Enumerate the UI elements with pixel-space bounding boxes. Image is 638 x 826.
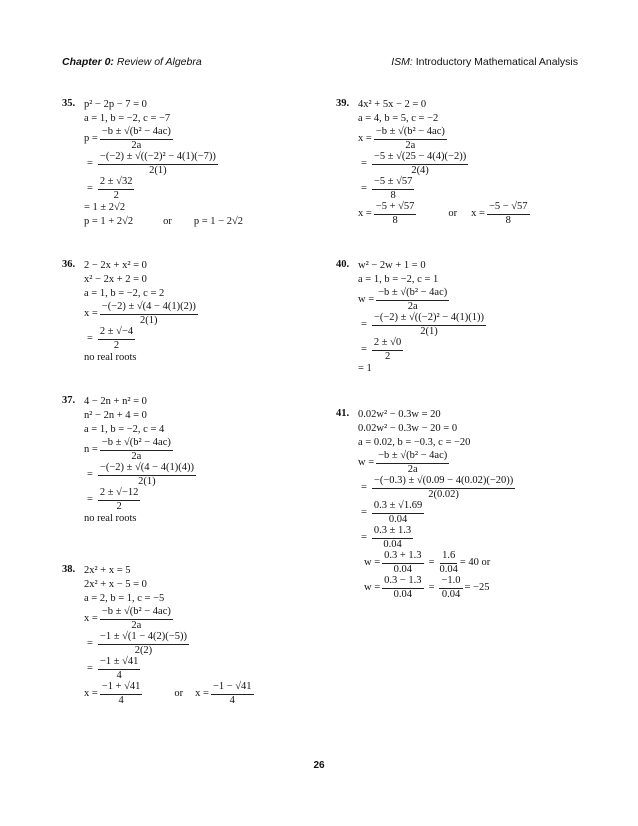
answer-1-numerator: 0.3 + 1.3	[382, 551, 423, 564]
simplify-fraction	[98, 657, 140, 681]
equation-standard: 0.02w² − 0.3w − 20 = 0	[358, 423, 458, 435]
formula-var: x =	[84, 307, 98, 319]
coefficients: a = 2, b = 1, c = −5	[84, 593, 165, 605]
problem-38	[62, 565, 327, 755]
simplify-numerator: −1 ± √41	[98, 657, 140, 670]
problem-number: 40.	[336, 259, 350, 270]
coefficients: a = 1, b = −2, c = 1	[358, 274, 439, 286]
or-word: or	[448, 207, 458, 219]
simplify-denominator-2: 0.04	[383, 538, 402, 550]
answer-1-denominator-2: 0.04	[439, 563, 458, 575]
simplify-denominator: 8	[390, 189, 396, 201]
answer-1-fraction	[374, 202, 417, 226]
substitution-denominator: 2(2)	[134, 644, 153, 656]
formula-numerator: −b ± √(b² − 4ac)	[100, 127, 173, 140]
answer-2-line: w = $\frac{0.3 - 1.3}{0.04}$ = $\frac{-1.0}{0.04}$ = −25	[364, 575, 490, 600]
simplify-denominator: 2	[113, 339, 120, 351]
answer-line	[84, 216, 327, 229]
formula-denominator: 2a	[131, 450, 142, 462]
simplify-fraction	[98, 327, 135, 351]
formula-numerator: −b ± √(b² − 4ac)	[376, 288, 449, 301]
answer-1-denominator: 4	[118, 694, 124, 706]
book-title: Introductory Mathematical Analysis	[412, 56, 578, 68]
formula-line	[358, 127, 601, 151]
formula-denominator: 2a	[131, 139, 142, 151]
substitution-denominator: 2(1)	[140, 314, 158, 326]
problem-35	[62, 99, 327, 259]
formula-var: n =	[84, 443, 98, 455]
substitution-numerator: −(−2) ± √(4 − 4(1)(2))	[100, 302, 198, 315]
answer-line	[358, 202, 601, 226]
simplify-numerator-2: 0.3 ± 1.3	[372, 526, 413, 539]
problem-number: 39.	[336, 98, 350, 109]
coefficients: a = 4, b = 5, c = −2	[358, 113, 439, 125]
simplify-line: = $\frac{2 \pm √-4}{2}$	[87, 326, 134, 351]
formula-fraction	[100, 127, 173, 151]
answer-2: p = 1 − 2√2	[193, 216, 243, 228]
simplify-line: = $\frac{2 \pm √0}{2}$	[361, 337, 402, 362]
answer-2-var: w =	[364, 581, 381, 593]
formula-fraction	[100, 607, 173, 631]
result-note: no real roots	[84, 513, 137, 525]
substitution-line: = $\frac{-1 \pm √(1 - 4(2)(-5))}{2(2)}$	[87, 631, 187, 656]
equation-standard: 2x² + x − 5 = 0	[84, 579, 147, 591]
answer-2-numerator: 0.3 − 1.3	[382, 576, 423, 589]
simplify-line: = $\frac{0.3 \pm √1.69}{0.04}$	[361, 500, 423, 525]
simplify-numerator: −5 ± √57	[372, 177, 414, 190]
answer-2-result: = −25	[464, 581, 490, 593]
problem-41	[336, 409, 601, 649]
formula-denominator: 2a	[407, 463, 418, 475]
substitution-line	[84, 302, 327, 326]
simplify-numerator: 2 ± √0	[372, 338, 403, 351]
formula-line	[358, 451, 601, 475]
simplify-line: = $\frac{-1 \pm √41}{4}$	[87, 656, 139, 681]
formula-denominator: 2a	[131, 619, 142, 631]
substitution-numerator: −1 ± √(1 − 4(2)(−5))	[98, 632, 189, 645]
formula-var: x =	[358, 132, 372, 144]
simplified-result: = 1	[358, 363, 372, 375]
equation: 4 − 2n + n² = 0	[84, 396, 147, 408]
problem-number: 35.	[62, 98, 76, 109]
answer-2-numerator: −5 − √57	[487, 202, 530, 215]
formula-fraction	[374, 127, 447, 151]
answer-1-fraction-2	[439, 551, 457, 575]
substitution-numerator: −5 ± √(25 − 4(4)(−2))	[372, 152, 468, 165]
simplify-fraction	[372, 177, 414, 201]
left-column	[62, 98, 327, 755]
answer-1-numerator: −1 + √41	[100, 682, 143, 695]
simplify-fraction-2	[372, 526, 413, 550]
formula-numerator: −b ± √(b² − 4ac)	[100, 438, 173, 451]
substitution-line: = $\frac{-5 \pm √(25 - 4(4)(-2))}{2(4)}$	[361, 151, 467, 176]
formula-numerator: −b ± √(b² − 4ac)	[100, 607, 173, 620]
simplify-numerator: 2 ± √−12	[98, 488, 140, 501]
or-word: or	[163, 216, 172, 228]
answer-2-numerator: −1 − √41	[211, 682, 254, 695]
substitution-line: = $\frac{-(-0.3) \pm √(0.09 - 4(0.02)(-20))}{2(0.02)}$	[361, 475, 514, 500]
substitution-denominator: 2(1)	[138, 475, 156, 487]
answer-1-denominator: 8	[392, 214, 398, 226]
simplified-result: = 1 ± 2√2	[84, 202, 126, 214]
problem-number: 36.	[62, 259, 76, 270]
substitution-numerator: −(−2) ± √(4 − 4(1)(4))	[98, 463, 196, 476]
substitution-numerator: −(−2) ± √((−2)² − 4(1)(−7))	[98, 152, 218, 165]
answer-1-line: w = $\frac{0.3 + 1.3}{0.04}$ = $\frac{1.6}{0.04}$ = 40 or	[364, 550, 491, 575]
answer-2-numerator-2: −1.0	[439, 576, 462, 589]
substitution-fraction	[98, 632, 189, 656]
page-number: 26	[313, 760, 325, 771]
formula-line	[84, 438, 327, 462]
problem-number: 37.	[62, 395, 76, 406]
problem-37	[62, 396, 327, 564]
result-note: no real roots	[84, 352, 137, 364]
simplify-denominator: 0.04	[388, 513, 408, 525]
coefficients: a = 1, b = −2, c = −7	[84, 113, 171, 125]
simplify-line: = $\frac{2 \pm √-12}{2}$	[87, 487, 139, 512]
answer-2-fraction	[382, 576, 423, 600]
answer-1-numerator: −5 + √57	[374, 202, 417, 215]
substitution-line: = $\frac{-(-2) \pm √(4 - 4(1)(4))}{2(1)}$	[87, 462, 194, 487]
problem-36	[62, 260, 327, 395]
substitution-line: = $\frac{\text{−(−2) ± √((−2)² − 4(1)(1))}}{2(1)}$	[361, 312, 484, 337]
formula-fraction	[100, 438, 173, 462]
equation: 4x² + 5x − 2 = 0	[358, 99, 427, 111]
substitution-fraction	[98, 152, 218, 176]
answer-2-fraction	[487, 202, 530, 226]
or-word: or	[174, 687, 184, 699]
simplify-denominator: 2	[384, 350, 391, 362]
simplify-fraction	[98, 488, 140, 512]
equation: 2x² + x = 5	[84, 565, 131, 577]
coefficients: a = 0.02, b = −0.3, c = −20	[358, 437, 471, 449]
answer-2-var: x =	[471, 207, 485, 219]
simplify-denominator: 2	[116, 500, 122, 512]
substitution-fraction	[372, 313, 486, 337]
answer-1-denominator: 0.04	[393, 563, 413, 575]
coefficients: a = 1, b = −2, c = 2	[84, 288, 165, 300]
chapter-title: Review of Algebra	[113, 56, 202, 68]
answer-2-denominator: 4	[229, 694, 235, 706]
simplify-line: = $\frac{2 \pm √32}{2}$	[87, 176, 133, 201]
answer-2-denominator: 0.04	[393, 588, 413, 600]
chapter-prefix: Chapter 0:	[62, 56, 114, 68]
equation: 2 − 2x + x² = 0	[84, 260, 147, 272]
simplify-line-2: = $\frac{0.3 \pm 1.3}{0.04}$	[361, 525, 412, 550]
simplify-fraction	[372, 501, 424, 525]
formula-var: p =	[84, 132, 98, 144]
right-column	[336, 98, 601, 649]
answer-2-var: x =	[195, 687, 209, 699]
answer-2-fraction	[211, 682, 254, 706]
substitution-numerator: −(−2) ± √((−2)² − 4(1)(1))	[372, 313, 486, 326]
answer-1-fraction	[100, 682, 143, 706]
formula-line	[84, 607, 327, 631]
running-header-chapter	[62, 56, 202, 68]
simplify-numerator: 2 ± √32	[98, 177, 135, 190]
substitution-fraction	[98, 463, 196, 487]
formula-line	[358, 288, 601, 312]
simplify-denominator: 2	[113, 189, 119, 201]
equation: w² − 2w + 1 = 0	[358, 260, 426, 272]
answer-1-var: w =	[364, 556, 381, 568]
formula-fraction	[376, 288, 449, 312]
equation: p² − 2p − 7 = 0	[84, 99, 147, 111]
answer-2-denominator: 8	[505, 214, 511, 226]
answer-line	[84, 682, 327, 706]
simplify-numerator: 2 ± √−4	[98, 327, 135, 340]
formula-denominator: 2a	[405, 139, 416, 151]
equation-standard: n² − 2n + 4 = 0	[84, 410, 147, 422]
formula-denominator: 2a	[407, 300, 418, 312]
substitution-fraction	[372, 152, 468, 176]
answer-1-var: x =	[358, 207, 372, 219]
substitution-numerator: −(−0.3) ± √(0.09 − 4(0.02)(−20))	[372, 476, 515, 489]
substitution-denominator: 2(1)	[149, 164, 167, 176]
substitution-fraction	[100, 302, 198, 326]
substitution-line: = $\frac{\text{−(−2) ± √((−2)² − 4(1)(−7))}}{2(1)}$	[87, 151, 216, 176]
formula-numerator: −b ± √(b² − 4ac)	[374, 127, 447, 140]
simplify-line: = $\frac{-5 \pm √57}{8}$	[361, 176, 413, 201]
book-prefix: ISM:	[391, 56, 413, 68]
answer-1: p = 1 + 2√2	[84, 216, 134, 228]
problem-40	[336, 260, 601, 408]
answer-2-denominator-2: 0.04	[441, 588, 461, 600]
simplify-denominator: 4	[116, 669, 122, 681]
simplify-fraction	[372, 338, 403, 362]
coefficients: a = 1, b = −2, c = 4	[84, 424, 165, 436]
substitution-fraction	[372, 476, 515, 500]
answer-1-numerator-2: 1.6	[440, 551, 457, 564]
equation-standard: x² − 2x + 2 = 0	[84, 274, 147, 286]
formula-fraction	[376, 451, 449, 475]
problem-39	[336, 99, 601, 259]
substitution-denominator: 2(1)	[420, 325, 438, 337]
problem-number: 38.	[62, 564, 76, 575]
formula-var: x =	[84, 612, 98, 624]
answer-1-fraction	[382, 551, 423, 575]
simplify-numerator: 0.3 ± √1.69	[372, 501, 424, 514]
problem-number: 41.	[336, 408, 350, 419]
formula-var: w =	[358, 456, 375, 468]
substitution-denominator: 2(0.02)	[428, 488, 459, 500]
answer-1-var: x =	[84, 687, 98, 699]
formula-var: w =	[358, 293, 375, 305]
substitution-denominator: 2(4)	[411, 164, 429, 176]
equation: 0.02w² − 0.3w = 20	[358, 409, 441, 421]
answer-2-fraction-2	[439, 576, 462, 600]
simplify-fraction	[98, 177, 135, 201]
formula-numerator: −b ± √(b² − 4ac)	[376, 451, 449, 464]
formula-line	[84, 127, 327, 151]
answer-1-result: = 40 or	[459, 556, 491, 568]
running-header-book	[391, 56, 578, 68]
